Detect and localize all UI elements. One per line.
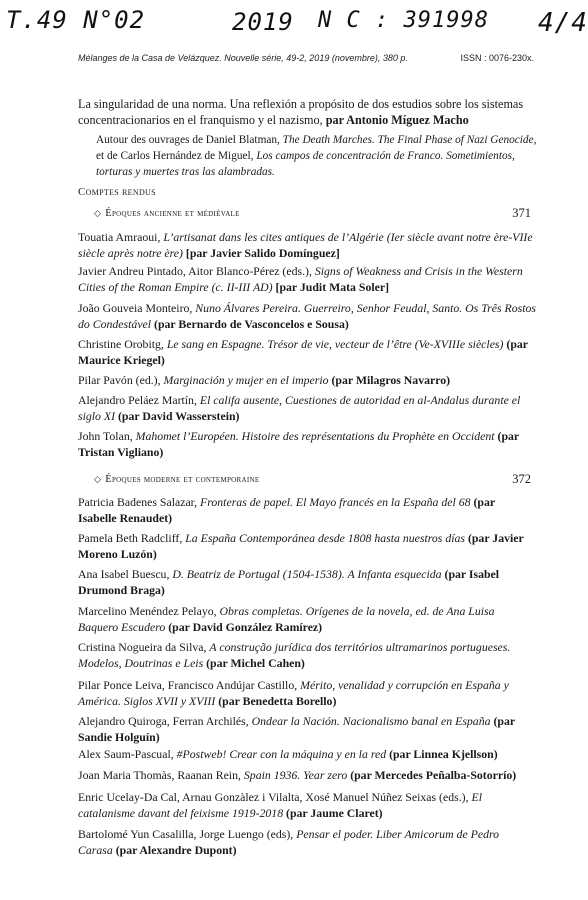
entry-authors: Pilar Ponce Leiva, Francisco Andújar Castillo, (78, 678, 301, 692)
entry-title: Nuno Álvares Pereira. Guerreiro, Senhor Feudal, Santo. Os Três Rostos do Condestável (78, 301, 536, 332)
article-sub2: , et de Carlos Hernández de Miguel, (96, 134, 537, 162)
entry-reviewer: [par Judit Mata Soler] (275, 280, 390, 295)
article-author: par Antonio Míguez Macho (325, 113, 469, 127)
review-entry (78, 372, 536, 388)
entry-title: Obras completas. Orígenes de la novela, ed. de Ana Luisa Baquero Escudero (78, 604, 495, 635)
entry-reviewer: (par Tristan Vigliano) (78, 429, 519, 460)
review-entry (78, 677, 536, 710)
entry-title: El catalanisme davant del feixisme 1919-2018 (78, 790, 482, 821)
page-number-372: 372 (512, 472, 531, 486)
entry-title: Fronteras de papel. El Mayo francés en la España del 68 (200, 495, 474, 509)
category-label: Époques ancienne et médiévale (105, 208, 240, 219)
category-label: Époques moderne et contemporaine (105, 474, 260, 485)
review-entry (78, 789, 536, 822)
review-entry (78, 826, 536, 859)
review-entry (78, 639, 536, 672)
handwritten-reference: T.49 N°02 (6, 6, 146, 34)
entry-authors: Pilar Pavón (ed.), (78, 373, 164, 387)
entry-authors: Christine Orobitg, (78, 337, 167, 351)
reviews-heading: Comptes rendus (78, 186, 156, 198)
article-sub1: Autour des ouvrages de Daniel Blatman, (96, 134, 280, 146)
handwritten-fraction: 4/4 (538, 8, 588, 38)
entry-authors: Javier Andreu Pintado, Aitor Blanco-Pérez (eds.), (78, 264, 315, 278)
page-number-371: 371 (512, 206, 531, 220)
entry-reviewer: (par Jaume Claret) (286, 806, 383, 821)
article-title-line (78, 96, 538, 128)
review-entry (78, 713, 536, 746)
entry-authors: Alejandro Peláez Martín, (78, 393, 200, 407)
entry-reviewer: (par David González Ramírez) (168, 620, 323, 635)
entry-authors: Enric Ucelay-Da Cal, Arnau Gonzàlez i Vilalta, Xosé Manuel Núñez Seixas (eds.), (78, 790, 472, 804)
entry-title: Marginación y mujer en el imperio (163, 373, 332, 387)
entry-title: Le sang en Espagne. Trésor de vie, vecteur de l’être (Ve-XVIIIe siècles) (166, 337, 507, 351)
entry-title: Pensar el poder. Liber Amicorum de Pedro Carasa (78, 827, 500, 858)
entry-reviewer: (par Michel Cahen) (206, 656, 305, 671)
entry-reviewer: (par Milagros Navarro) (331, 373, 451, 387)
entry-reviewer: (par Sandie Holguín) (78, 714, 515, 745)
entry-reviewer: (par Mercedes Peñalba-Sotorrío) (350, 768, 517, 782)
entry-title: A construção jurídica dos territórios ultramarinos portugueses. Modelos, Doutrinas e Leis (78, 640, 511, 671)
review-entry (78, 263, 536, 296)
diamond-icon: ◇ (94, 474, 102, 484)
entry-reviewer: (par Isabel Drumond Braga) (78, 567, 500, 598)
handwritten-year: 2019 (232, 8, 294, 36)
review-entry (78, 229, 536, 262)
article-sub2-title: Los campos de concentración de Franco. Sometimientos, torturas y muertes tras las alambradas. (96, 150, 515, 178)
review-entry (78, 494, 536, 527)
entry-authors: Pamela Beth Radcliff, (78, 531, 186, 545)
review-entry (78, 566, 536, 599)
review-entry (78, 300, 536, 333)
review-entry (78, 336, 536, 369)
entry-authors: Cristina Nogueira da Silva, (78, 640, 210, 654)
review-entry (78, 428, 536, 461)
entry-title: Mahomet l’Européen. Histoire des représentations du Prophète en Occident (135, 429, 498, 443)
entry-title: Ondear la Nación. Nacionalismo banal en España (251, 714, 494, 728)
entry-authors: John Tolan, (78, 429, 136, 443)
entry-title: Spain 1936. Year zero (243, 768, 351, 782)
entry-reviewer: [par Javier Salido Domínguez] (185, 246, 340, 261)
entry-authors: Marcelino Menéndez Pelayo, (78, 604, 220, 618)
review-entry (78, 392, 536, 425)
review-entry (78, 530, 536, 563)
diamond-icon: ◇ (94, 208, 102, 218)
entry-authors: Ana Isabel Buescu, (78, 567, 173, 581)
review-entry (78, 746, 536, 762)
entry-reviewer: (par Alexandre Dupont) (115, 843, 237, 858)
entry-authors: Alex Saum-Pascual, (78, 747, 177, 761)
entry-authors: João Gouveia Monteiro, (78, 301, 196, 315)
entry-title: #Postweb! Crear con la máquina y en la red (176, 747, 390, 761)
entry-reviewer: (par Javier Moreno Luzón) (78, 531, 524, 562)
journal-header (78, 53, 534, 63)
entry-reviewer: (par Linnea Kjellson) (389, 747, 498, 761)
entry-title: El califa ausente, Cuestiones de autoridad en al-Andalus durante el siglo XI (78, 393, 521, 424)
entry-reviewer: (par Isabelle Renaudet) (78, 495, 495, 526)
entry-authors: Patricia Badenes Salazar, (78, 495, 201, 509)
entry-authors: Alejandro Quiroga, Ferran Archilés, (78, 714, 252, 728)
entry-authors: Touatia Amraoui, (78, 230, 164, 244)
article-entry (78, 96, 538, 180)
review-entry (78, 767, 536, 783)
entry-reviewer: (par David Wasserstein) (117, 409, 240, 424)
entry-title: D. Beatriz de Portugal (1504-1538). A Infanta esquecida (172, 567, 445, 581)
category-ancient-medieval (94, 208, 240, 219)
category-modern-contemporary (94, 474, 259, 485)
entry-authors: Bartolomé Yun Casalilla, Jorge Luengo (eds), (78, 827, 297, 841)
handwritten-catalog-number: N C : 391998 (318, 8, 489, 33)
article-title: La singularidad de una norma. Una reflexión a propósito de dos estudios sobre los sistemas concentracionarios en el franquismo y el nazismo, (78, 97, 524, 127)
article-subtitle (96, 132, 538, 180)
review-entry (78, 603, 536, 636)
entry-reviewer: (par Maurice Kriegel) (78, 337, 528, 368)
entry-title: Signs of Weakness and Crisis in the Western Cities of the Roman Empire (c. II-III AD) (78, 264, 523, 295)
entry-title: L’artisanat dans les cites antiques de l’Algérie (Ier siècle avant notre ère-VIIe siècle après notre ère) (78, 230, 533, 261)
entry-authors: Joan Maria Thomàs, Raanan Rein, (78, 768, 244, 782)
entry-title: Mérito, venalidad y corrupción en España y América. Siglos XVII y XVIII (78, 678, 509, 709)
entry-reviewer: (par Bernardo de Vasconcelos e Sousa) (154, 317, 349, 332)
journal-citation: Mélanges de la Casa de Velázquez. Nouvelle série, 49-2, 2019 (novembre), 380 p. (78, 53, 408, 63)
entry-title: La España Contemporánea desde 1808 hasta nuestros días (185, 531, 468, 545)
entry-reviewer: (par Benedetta Borello) (218, 694, 337, 709)
article-sub1-title: The Death Marches. The Final Phase of Nazi Genocide (282, 134, 534, 146)
issn: ISSN : 0076-230x. (460, 53, 534, 63)
